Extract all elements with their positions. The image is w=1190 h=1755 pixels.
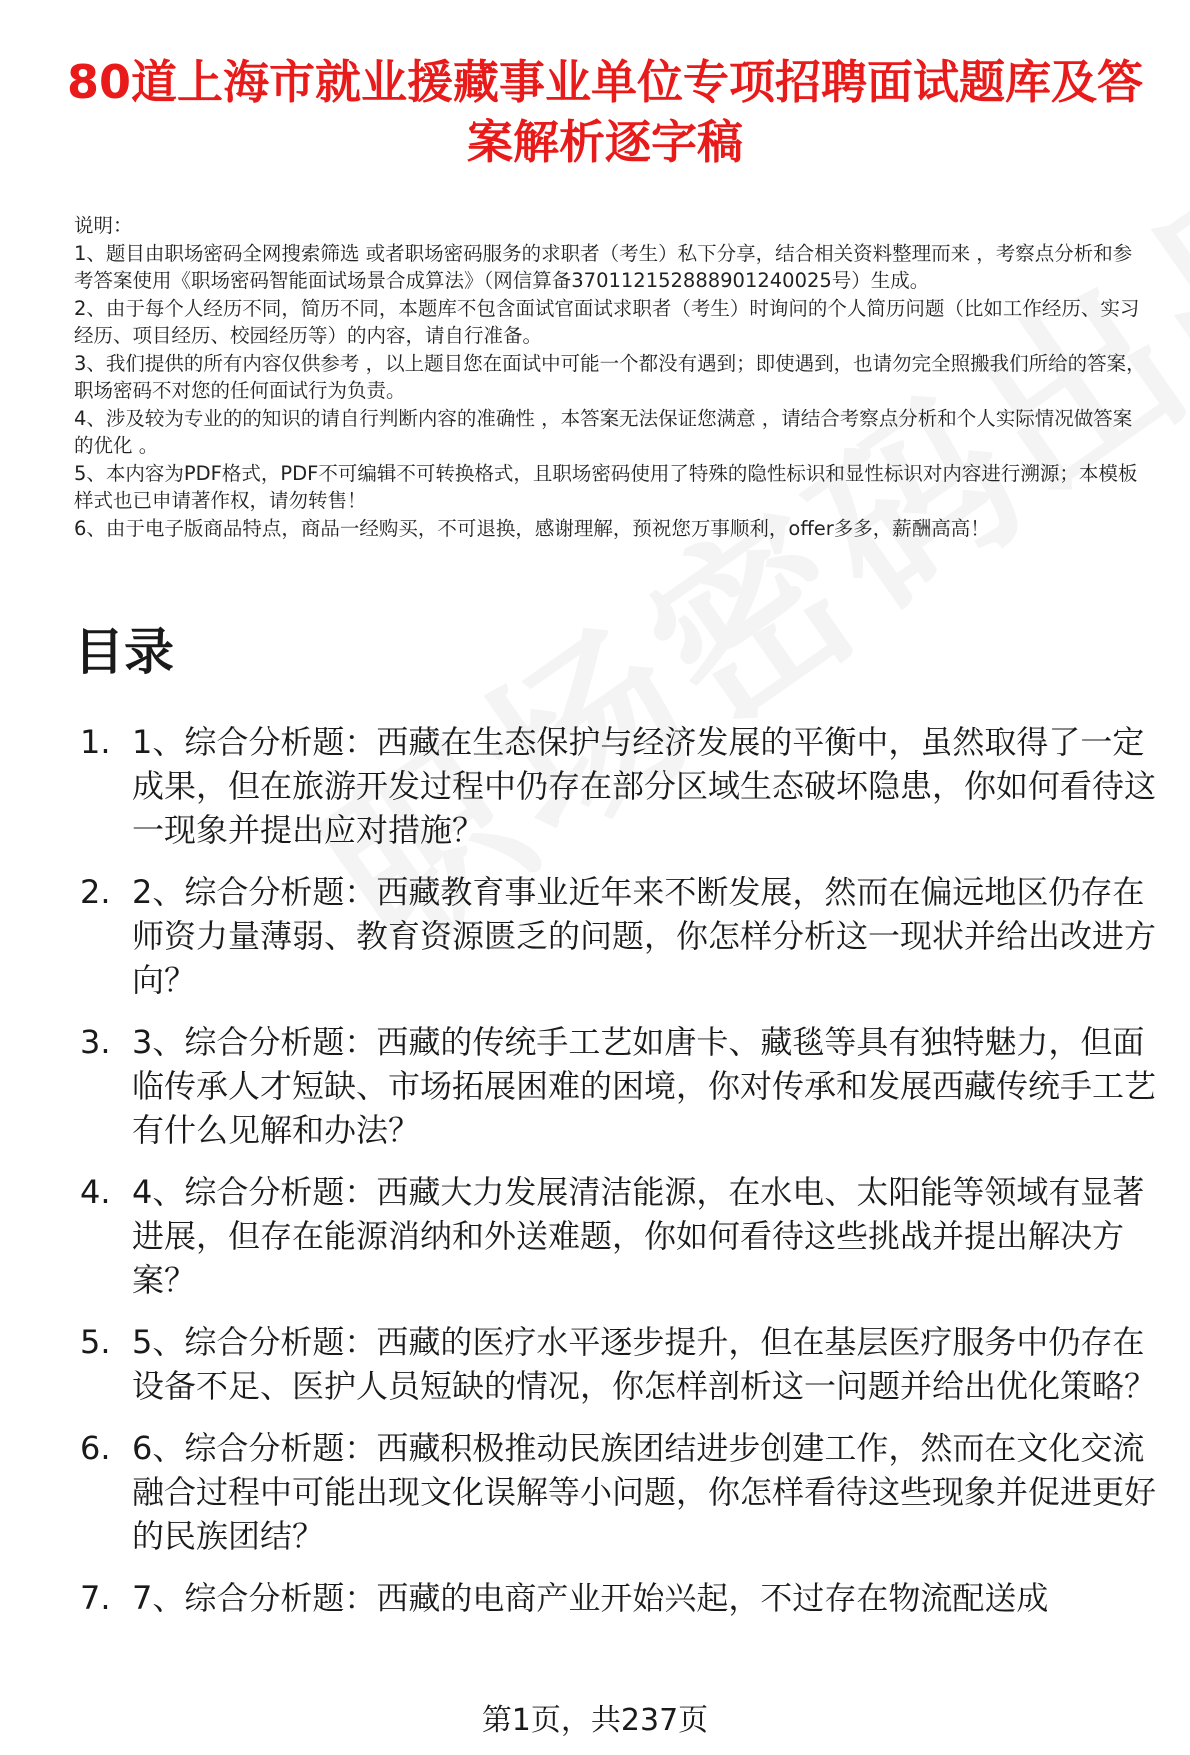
toc-item-number: 2.: [80, 873, 111, 911]
toc-item-text: 2、综合分析题：西藏教育事业近年来不断发展，然而在偏远地区仍存在师资力量薄弱、教育资源匮乏的问题，你怎样分析这一现状并给出改进方向？: [132, 873, 1157, 999]
toc-item[interactable]: [80, 720, 1166, 852]
note-item: 2、由于每个人经历不同，简历不同，本题库不包含面试官面试求职者（考生）时询问的个人简历问题（比如工作经历、实习经历、项目经历、校园经历等）的内容，请自行准备。: [74, 296, 1140, 347]
toc-item-text: 5、综合分析题：西藏的医疗水平逐步提升，但在基层医疗服务中仍存在设备不足、医护人员短缺的情况，你怎样剖析这一问题并给出优化策略？: [132, 1323, 1157, 1405]
toc-heading: 目录: [74, 623, 174, 681]
toc-item[interactable]: [80, 1320, 1166, 1408]
toc-item[interactable]: [80, 1170, 1166, 1302]
note-item: 5、本内容为PDF格式，PDF不可编辑不可转换格式，且职场密码使用了特殊的隐性标识和显性标识对内容进行溯源；本模板样式也已申请著作权，请勿转售！: [74, 461, 1138, 512]
document-title: 80道上海市就业援藏事业单位专项招聘面试题库及答案解析逐字稿: [66, 55, 1143, 169]
toc-item-text: 4、综合分析题：西藏大力发展清洁能源，在水电、太阳能等领域有显著进展，但存在能源消纳和外送难题，你如何看待这些挑战并提出解决方案？: [132, 1173, 1145, 1299]
note-item: 4、涉及较为专业的的知识的请自行判断内容的准确性 ，本答案无法保证您满意 ，请结合考察点分析和个人实际情况做答案的优化 。: [74, 406, 1133, 457]
toc-item[interactable]: [80, 1426, 1166, 1558]
toc-item[interactable]: [80, 1020, 1166, 1152]
note-item: 1、题目由职场密码全网搜索筛选 或者职场密码服务的求职者（考生）私下分享，结合相关资料整理而来 ，考察点分析和参考答案使用《职场密码智能面试场景合成算法》（网信算备370112152888901240025号）生成。: [74, 241, 1133, 292]
toc-item-text: 6、综合分析题：西藏积极推动民族团结进步创建工作，然而在文化交流融合过程中可能出现文化误解等小问题，你怎样看待这些现象并促进更好的民族团结？: [132, 1429, 1157, 1555]
note-item: 3、我们提供的所有内容仅供参考 ，以上题目您在面试中可能一个都没有遇到；即使遇到，也请勿完全照搬我们所给的答案，职场密码不对您的任何面试行为负责。: [74, 351, 1146, 402]
toc-item-number: 5.: [80, 1323, 111, 1361]
page-footer: 第1页，共237页: [481, 1703, 709, 1738]
toc-list: [80, 720, 1166, 1638]
toc-item-number: 6.: [80, 1429, 111, 1467]
toc-item-number: 7.: [80, 1579, 111, 1617]
toc-item-text: 7、综合分析题：西藏的电商产业开始兴起，不过存在物流配送成: [132, 1579, 1049, 1617]
toc-item-number: 3.: [80, 1023, 111, 1061]
notes-heading: 说明：: [74, 214, 133, 237]
notes-section: [74, 212, 1150, 542]
toc-item[interactable]: [80, 1576, 1166, 1620]
toc-item-text: 1、综合分析题：西藏在生态保护与经济发展的平衡中，虽然取得了一定成果，但在旅游开发过程中仍存在部分区域生态破坏隐患，你如何看待这一现象并提出应对措施？: [132, 723, 1157, 849]
toc-item-number: 4.: [80, 1173, 111, 1211]
toc-item[interactable]: [80, 870, 1166, 1002]
note-item: 6、由于电子版商品特点，商品一经购买，不可退换，感谢理解，预祝您万事顺利，offer多多，薪酬高高！: [74, 516, 990, 540]
toc-item-text: 3、综合分析题：西藏的传统手工艺如唐卡、藏毯等具有独特魅力，但面临传承人才短缺、市场拓展困难的困境，你对传承和发展西藏传统手工艺有什么见解和办法？: [132, 1023, 1157, 1149]
toc-item-number: 1.: [80, 723, 111, 761]
